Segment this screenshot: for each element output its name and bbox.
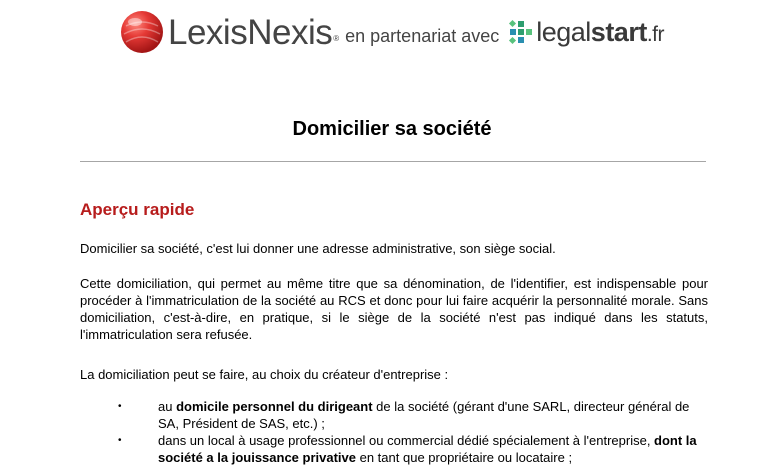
bullet-icon: •	[118, 435, 122, 446]
bullet-icon: •	[118, 401, 122, 412]
list-item-text	[158, 432, 708, 466]
list-item-text	[158, 398, 708, 432]
list-item-text-pre: dans un local à usage professionnel ou commercial dédié spécialement à l'entreprise,	[158, 433, 655, 448]
header	[0, 6, 784, 58]
lexisnexis-ball-icon	[120, 10, 164, 54]
page-title: Domicilier sa société	[292, 118, 492, 140]
list-item-text-pre: au	[158, 399, 177, 414]
list-item-text-bold: dont la société a la jouissance privative	[158, 433, 697, 465]
legalstart-wordmark-legal: legal	[536, 16, 591, 47]
list-item-text-bold: domicile personnel du dirigeant	[176, 399, 373, 414]
list-item	[80, 432, 708, 466]
paragraph-choice: La domiciliation peut se faire, au choix du créateur d'entreprise :	[80, 367, 449, 382]
legalstart-mark-icon	[507, 19, 533, 45]
paragraph-intro: Domicilier sa société, c'est lui donner une adresse administrative, son siège social.	[80, 241, 556, 256]
lexisnexis-logo	[120, 10, 339, 54]
legalstart-wordmark-fr: .fr	[646, 22, 664, 46]
legalstart-wordmark	[536, 16, 664, 47]
legalstart-logo	[507, 16, 664, 47]
registered-icon: ®	[333, 33, 340, 43]
list-item	[80, 398, 708, 432]
section-title: Aperçu rapide	[80, 200, 195, 219]
lexisnexis-wordmark: LexisNexis	[168, 12, 333, 52]
list-item-text-post: de la société (gérant d'une SARL, directeur général de SA, Président de SAS, etc.) ;	[158, 399, 690, 431]
list-item-text-post: en tant que propriétaire ou locataire ;	[356, 450, 573, 465]
legalstart-wordmark-start: start	[590, 16, 647, 47]
partner-text: en partenariat avec	[345, 25, 500, 46]
paragraph-domiciliation: Cette domiciliation, qui permet au même titre que sa dénomination, de l'identifier, est indispensable pour procéder à l'immatriculation de la société au RCS et donc pour lui faire acquérir la personnalité morale. Sans domiciliation, c'est-à-dire, en pratique, si le siège de la société n'est pas indiqué dans les statuts, l'immatriculation sera refusée.	[80, 276, 708, 342]
bullet-list	[80, 398, 708, 466]
title-divider	[80, 161, 706, 162]
